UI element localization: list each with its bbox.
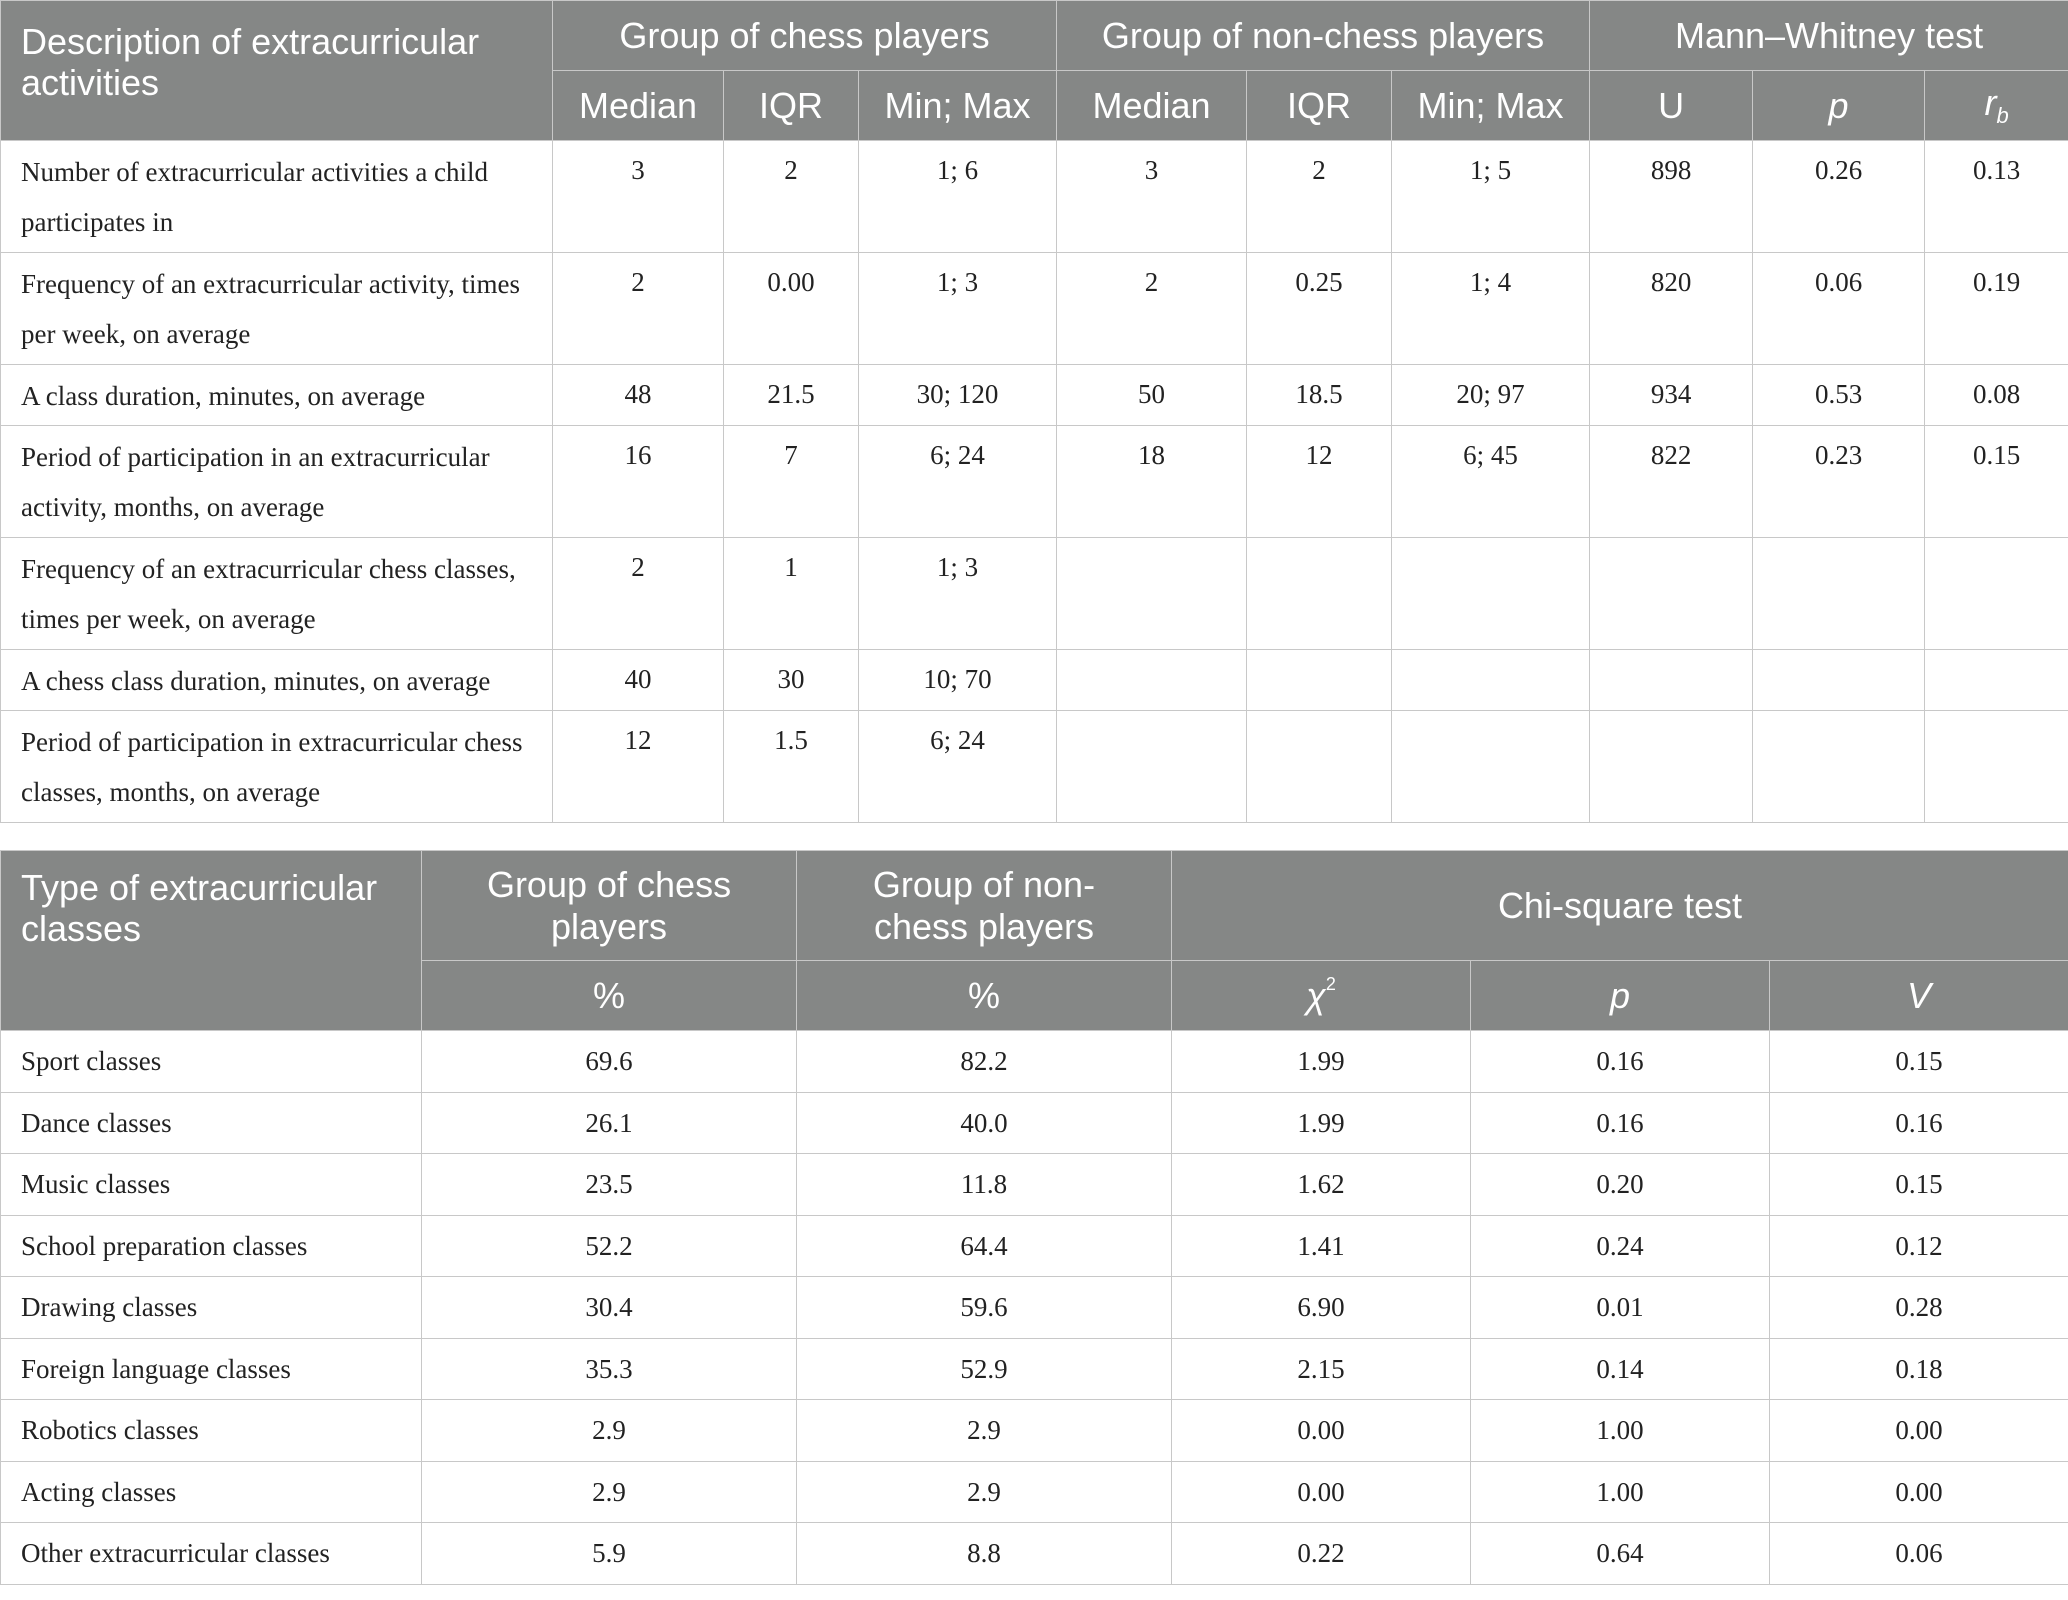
cell-n-med: [1057, 650, 1247, 711]
cell-v: 0.15: [1770, 1031, 2068, 1093]
cell-c-mm: 6; 24: [859, 711, 1057, 823]
median-header: Median: [553, 71, 724, 141]
cell-c-med: 12: [553, 711, 724, 823]
percent-header: %: [797, 961, 1172, 1031]
cell-nonchess: 2.9: [797, 1461, 1172, 1523]
table1-body: [1, 141, 2068, 823]
cell-n-med: 18: [1057, 426, 1247, 538]
cell-n-mm: [1392, 650, 1590, 711]
p-header: p: [1753, 71, 1925, 141]
percent-header: %: [422, 961, 797, 1031]
cell-c-mm: 1; 6: [859, 141, 1057, 253]
cell-n-iqr: 2: [1247, 141, 1392, 253]
cell-n-iqr: 12: [1247, 426, 1392, 538]
row-label: A chess class duration, minutes, on average: [1, 650, 553, 711]
cell-c-mm: 1; 3: [859, 253, 1057, 365]
cell-rb: [1925, 538, 2068, 650]
cell-p: [1753, 538, 1925, 650]
row-label: Acting classes: [1, 1461, 422, 1523]
cell-n-mm: 20; 97: [1392, 365, 1590, 426]
table-row: [1, 253, 2068, 365]
chi-square-table: [0, 850, 2068, 1585]
cell-c-iqr: 7: [724, 426, 859, 538]
cell-n-med: 2: [1057, 253, 1247, 365]
cell-chess: 2.9: [422, 1461, 797, 1523]
cell-nonchess: 40.0: [797, 1092, 1172, 1154]
cell-n-med: [1057, 711, 1247, 823]
cell-rb: [1925, 650, 2068, 711]
cell-c-iqr: 30: [724, 650, 859, 711]
cell-chi: 0.22: [1172, 1523, 1471, 1585]
cell-n-mm: [1392, 538, 1590, 650]
cell-v: 0.00: [1770, 1400, 2068, 1462]
cell-v: 0.28: [1770, 1277, 2068, 1339]
cell-c-med: 40: [553, 650, 724, 711]
cell-p: 0.64: [1471, 1523, 1770, 1585]
cell-chess: 5.9: [422, 1523, 797, 1585]
row-label: Other extracurricular classes: [1, 1523, 422, 1585]
cell-n-iqr: [1247, 538, 1392, 650]
cell-chess: 35.3: [422, 1338, 797, 1400]
cell-chi: 1.41: [1172, 1215, 1471, 1277]
cell-n-med: [1057, 538, 1247, 650]
cell-chi: 1.99: [1172, 1031, 1471, 1093]
table-row: [1, 650, 2068, 711]
table-row: [1, 1400, 2068, 1462]
cell-p: 0.14: [1471, 1338, 1770, 1400]
cell-p: [1753, 711, 1925, 823]
cell-c-iqr: 0.00: [724, 253, 859, 365]
row-label: Dance classes: [1, 1092, 422, 1154]
cell-v: 0.06: [1770, 1523, 2068, 1585]
cell-v: 0.15: [1770, 1154, 2068, 1216]
row-label: Number of extracurricular activities a child participates in: [1, 141, 553, 253]
cell-rb: [1925, 711, 2068, 823]
row-label: A class duration, minutes, on average: [1, 365, 553, 426]
rb-sub: b: [1996, 103, 2009, 129]
u-header: U: [1590, 71, 1753, 141]
table-row: [1, 1154, 2068, 1216]
cell-p: 0.16: [1471, 1092, 1770, 1154]
cell-p: 0.23: [1753, 426, 1925, 538]
cell-nonchess: 2.9: [797, 1400, 1172, 1462]
row-label: Frequency of an extracurricular activity, times per week, on average: [1, 253, 553, 365]
cell-u: [1590, 650, 1753, 711]
cell-c-mm: 6; 24: [859, 426, 1057, 538]
row-label: Music classes: [1, 1154, 422, 1216]
table-row: [1, 1461, 2068, 1523]
cell-chi: 0.00: [1172, 1461, 1471, 1523]
cell-nonchess: 8.8: [797, 1523, 1172, 1585]
iqr-header: IQR: [724, 71, 859, 141]
cell-rb: 0.08: [1925, 365, 2068, 426]
cell-p: 0.20: [1471, 1154, 1770, 1216]
rb-header: [1925, 71, 2068, 141]
cell-chess: 26.1: [422, 1092, 797, 1154]
cell-p: 0.16: [1471, 1031, 1770, 1093]
cell-nonchess: 59.6: [797, 1277, 1172, 1339]
cell-n-iqr: [1247, 650, 1392, 711]
cell-chi: 1.99: [1172, 1092, 1471, 1154]
cell-u: 934: [1590, 365, 1753, 426]
table-row: [1, 1523, 2068, 1585]
minmax-header: Min; Max: [859, 71, 1057, 141]
cell-u: 820: [1590, 253, 1753, 365]
cell-p: 0.53: [1753, 365, 1925, 426]
cell-v: 0.18: [1770, 1338, 2068, 1400]
cell-nonchess: 82.2: [797, 1031, 1172, 1093]
cell-n-iqr: 0.25: [1247, 253, 1392, 365]
row-label: Foreign language classes: [1, 1338, 422, 1400]
chi-square-header: Chi-square test: [1172, 851, 2068, 961]
table-row: [1, 1277, 2068, 1339]
chi-base: χ: [1306, 975, 1326, 1017]
cell-n-med: 3: [1057, 141, 1247, 253]
cell-c-iqr: 1: [724, 538, 859, 650]
row-label: Drawing classes: [1, 1277, 422, 1339]
table-row: [1, 1092, 2068, 1154]
cell-chess: 69.6: [422, 1031, 797, 1093]
cell-n-mm: [1392, 711, 1590, 823]
chi-sup: 2: [1325, 974, 1336, 995]
cell-c-mm: 1; 3: [859, 538, 1057, 650]
cell-chi: 0.00: [1172, 1400, 1471, 1462]
row-label: School preparation classes: [1, 1215, 422, 1277]
cell-p: 1.00: [1471, 1400, 1770, 1462]
cell-c-iqr: 21.5: [724, 365, 859, 426]
cell-p: 0.06: [1753, 253, 1925, 365]
cell-c-med: 16: [553, 426, 724, 538]
row-label: Sport classes: [1, 1031, 422, 1093]
cell-nonchess: 64.4: [797, 1215, 1172, 1277]
table-row: [1, 1031, 2068, 1093]
cell-n-med: 50: [1057, 365, 1247, 426]
cell-u: 898: [1590, 141, 1753, 253]
table-row: [1, 365, 2068, 426]
row-label: Robotics classes: [1, 1400, 422, 1462]
chi-header: [1172, 961, 1471, 1031]
table2-body: [1, 1031, 2068, 1585]
cell-chess: 52.2: [422, 1215, 797, 1277]
cell-u: 822: [1590, 426, 1753, 538]
cell-n-mm: 1; 5: [1392, 141, 1590, 253]
rb-base: r: [1984, 82, 1997, 124]
table-row: [1, 426, 2068, 538]
table-row: [1, 141, 2068, 253]
nonchess-group-header: Group of non-chess players: [797, 851, 1172, 961]
cell-n-iqr: [1247, 711, 1392, 823]
cell-c-med: 3: [553, 141, 724, 253]
cell-v: 0.16: [1770, 1092, 2068, 1154]
table-row: [1, 711, 2068, 823]
cell-c-med: 48: [553, 365, 724, 426]
cell-v: 0.12: [1770, 1215, 2068, 1277]
cell-c-med: 2: [553, 538, 724, 650]
cell-p: 1.00: [1471, 1461, 1770, 1523]
cell-chess: 2.9: [422, 1400, 797, 1462]
cell-n-iqr: 18.5: [1247, 365, 1392, 426]
cell-chess: 23.5: [422, 1154, 797, 1216]
cell-c-mm: 30; 120: [859, 365, 1057, 426]
type-header: Type of extracurricular classes: [1, 851, 422, 1031]
cell-p: 0.24: [1471, 1215, 1770, 1277]
cell-c-med: 2: [553, 253, 724, 365]
description-header: Description of extracurricular activities: [1, 1, 553, 141]
cell-chi: 2.15: [1172, 1338, 1471, 1400]
row-label: Period of participation in an extracurricular activity, months, on average: [1, 426, 553, 538]
cell-p: 0.01: [1471, 1277, 1770, 1339]
median-header: Median: [1057, 71, 1247, 141]
cell-n-mm: 6; 45: [1392, 426, 1590, 538]
chess-group-header: Group of chess players: [553, 1, 1057, 71]
p-header: p: [1471, 961, 1770, 1031]
cell-chi: 6.90: [1172, 1277, 1471, 1339]
cell-v: 0.00: [1770, 1461, 2068, 1523]
cell-u: [1590, 711, 1753, 823]
row-label: Frequency of an extracurricular chess classes, times per week, on average: [1, 538, 553, 650]
nonchess-group-header: Group of non-chess players: [1057, 1, 1590, 71]
cell-n-mm: 1; 4: [1392, 253, 1590, 365]
cell-rb: 0.13: [1925, 141, 2068, 253]
cell-chess: 30.4: [422, 1277, 797, 1339]
table-row: [1, 1338, 2068, 1400]
cell-p: 0.26: [1753, 141, 1925, 253]
row-label: Period of participation in extracurricular chess classes, months, on average: [1, 711, 553, 823]
v-header: V: [1770, 961, 2068, 1031]
iqr-header: IQR: [1247, 71, 1392, 141]
cell-nonchess: 11.8: [797, 1154, 1172, 1216]
cell-c-iqr: 2: [724, 141, 859, 253]
cell-nonchess: 52.9: [797, 1338, 1172, 1400]
table-row: [1, 1215, 2068, 1277]
cell-u: [1590, 538, 1753, 650]
cell-chi: 1.62: [1172, 1154, 1471, 1216]
table-row: [1, 538, 2068, 650]
cell-c-mm: 10; 70: [859, 650, 1057, 711]
cell-rb: 0.15: [1925, 426, 2068, 538]
minmax-header: Min; Max: [1392, 71, 1590, 141]
cell-p: [1753, 650, 1925, 711]
cell-c-iqr: 1.5: [724, 711, 859, 823]
chess-group-header: Group of chess players: [422, 851, 797, 961]
mann-whitney-header: Mann–Whitney test: [1590, 1, 2068, 71]
cell-rb: 0.19: [1925, 253, 2068, 365]
